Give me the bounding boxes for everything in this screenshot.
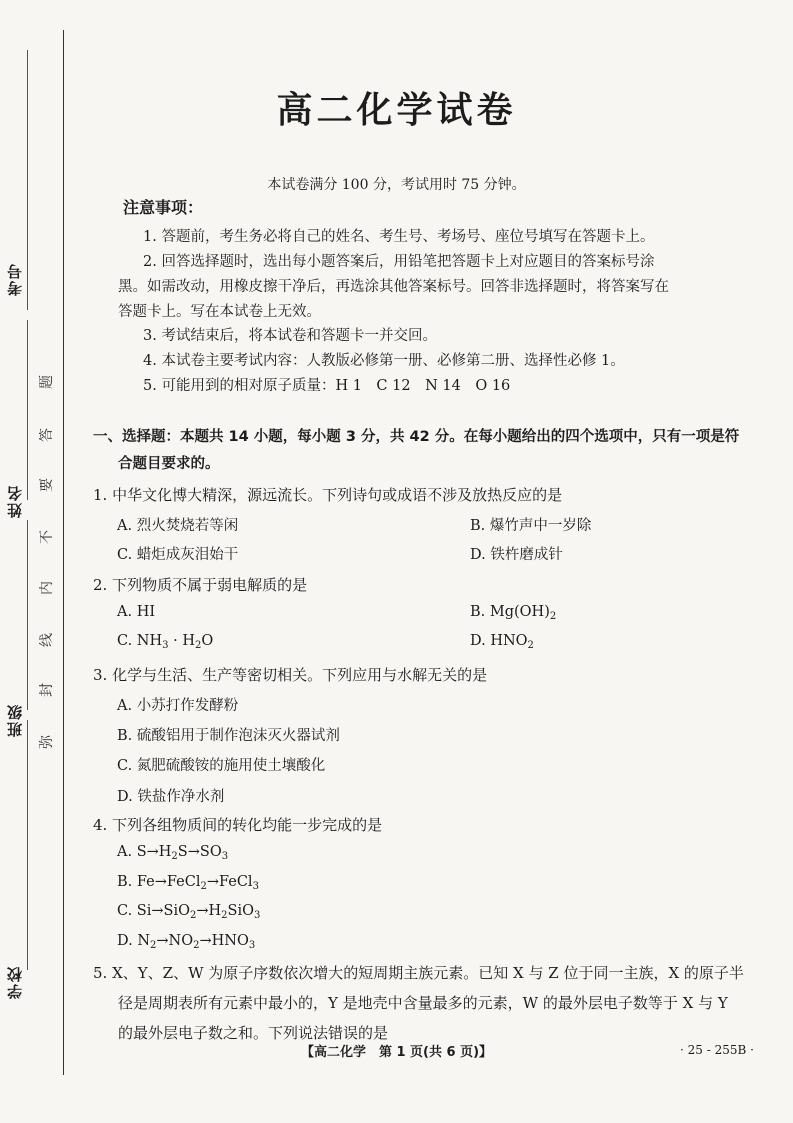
section-heading bbox=[93, 424, 763, 478]
notice-heading: 注意事项： bbox=[123, 198, 204, 217]
page-title: 高二化学试卷 bbox=[276, 90, 517, 131]
question-1-stem: 1. 中华文化博大精深，源远流长。下列诗句或成语不涉及放热反应的是 bbox=[93, 486, 563, 504]
question-2-stem: 2. 下列物质不属于弱电解质的是 bbox=[93, 576, 308, 594]
field-label-name: 姓名 bbox=[6, 484, 24, 518]
field-label-class: 班级 bbox=[6, 703, 24, 737]
question-2-option-b: B. $Mg(OH)_2$ bbox=[470, 604, 557, 622]
question-3-stem: 3. 化学与生活、生产等密切相关。下列应用与水解无关的是 bbox=[93, 666, 488, 684]
question-1-option-d: D. 铁杵磨成针 bbox=[470, 547, 563, 563]
notice-item: 答题卡上。写在本试卷上无效。 bbox=[118, 304, 321, 320]
section-heading-line: 一、选择题：本题共 14 小题，每小题 3 分，共 42 分。在每小题给出的四个选项中，只有一项是符 bbox=[93, 429, 740, 445]
seal-char: 答 bbox=[39, 428, 55, 442]
question-4-option-a: A. $S\to H_2S\to SO_3$ bbox=[117, 844, 229, 862]
seal-char: 弥 bbox=[39, 735, 55, 749]
field-label-school: 学校 bbox=[6, 965, 24, 999]
notice-item: 5. 可能用到的相对原子质量：H 1 C 12 N 14 O 16 bbox=[143, 378, 511, 394]
question-5-stem bbox=[93, 958, 753, 1048]
seal-char: 要 bbox=[39, 478, 55, 492]
question-1-option-c: C. 蜡炬成灰泪始干 bbox=[117, 547, 239, 563]
question-2-option-c: C. $NH_3 \cdot H_2O$ bbox=[117, 633, 214, 651]
exam-info: 本试卷满分 100 分，考试用时 75 分钟。 bbox=[267, 177, 526, 193]
notice-item: 3. 考试结束后，将本试卷和答题卡一并交回。 bbox=[143, 328, 437, 344]
field-label-exam-number: 考号 bbox=[6, 262, 24, 296]
question-1-option-a: A. 烈火焚烧若等闲 bbox=[117, 518, 239, 534]
question-3-option-b: B. 硫酸铝用于制作泡沫灭火器试剂 bbox=[117, 728, 340, 744]
notice-item: 1. 答题前，考生务必将自己的姓名、考生号、考场号、座位号填写在答题卡上。 bbox=[143, 229, 655, 245]
section-heading-line: 合题目要求的。 bbox=[118, 456, 220, 472]
question-3-option-c: C. 氮肥硫酸铵的施用使土壤酸化 bbox=[117, 758, 326, 774]
question-1-option-b: B. 爆竹声中一岁除 bbox=[470, 518, 592, 534]
question-4-option-b: B. Fe→FeCl$_2$→FeCl$_3$ bbox=[117, 874, 259, 892]
question-5-line: 径是周期表所有元素中最小的，Y 是地壳中含量最多的元素，W 的最外层电子数等于 X 与 Y bbox=[118, 994, 728, 1012]
seal-char: 内 bbox=[39, 581, 55, 595]
seal-char: 线 bbox=[39, 633, 55, 647]
field-line-school bbox=[27, 720, 28, 970]
seal-char: 封 bbox=[39, 683, 55, 697]
page-footer: 【高二化学 第 1 页(共 6 页)】 bbox=[300, 1045, 493, 1060]
question-3-option-d: D. 铁盐作净水剂 bbox=[117, 789, 225, 805]
notice-item: 4. 本试卷主要考试内容：人教版必修第一册、必修第二册、选择性必修 1。 bbox=[143, 353, 625, 369]
question-2-option-a: A. HI bbox=[117, 604, 156, 620]
notice-item: 黑。如需改动，用橡皮擦干净后，再选涂其他答案标号。回答非选择题时，将答案写在 bbox=[118, 279, 669, 295]
question-4-stem: 4. 下列各组物质间的转化均能一步完成的是 bbox=[93, 816, 383, 834]
seal-char: 题 bbox=[39, 375, 55, 389]
seal-char: 不 bbox=[39, 530, 55, 544]
notice-item: 2. 回答选择题时，选出每小题答案后，用铅笔把答题卡上对应题目的答案标号涂 bbox=[143, 254, 655, 270]
field-line-class bbox=[27, 520, 28, 710]
paper-code: · 25 - 255B · bbox=[680, 1043, 754, 1057]
question-2-option-d: D. $HNO_2$ bbox=[470, 633, 534, 651]
question-5-line: 5. X、Y、Z、W 为原子序数依次增大的短周期主族元素。已知 X 与 Z 位于同一主族，X 的原子半 bbox=[93, 964, 744, 982]
question-5-line: 的最外层电子数之和。下列说法错误的是 bbox=[118, 1024, 389, 1042]
question-4-option-d: D. $N_2\to NO_2\to HNO_3$ bbox=[117, 933, 256, 951]
question-4-option-c: C. $Si\to SiO_2\to H_2SiO_3$ bbox=[117, 903, 261, 921]
question-3-option-a: A. 小苏打作发酵粉 bbox=[117, 698, 239, 714]
field-line-name bbox=[27, 320, 28, 500]
